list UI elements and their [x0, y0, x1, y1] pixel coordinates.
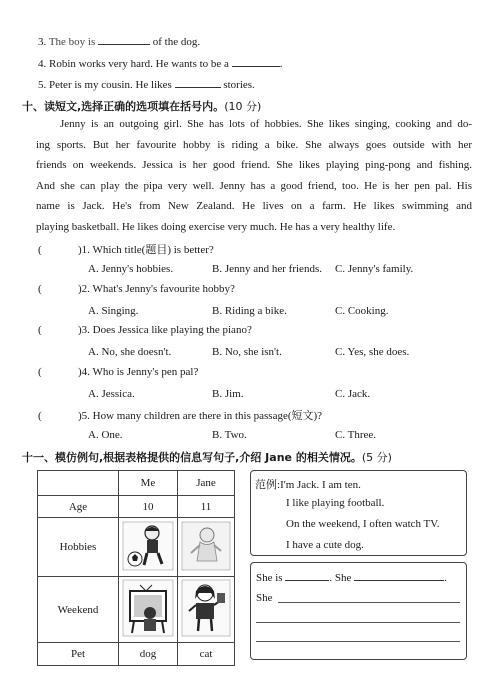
option-b[interactable]: B. Jenny and her friends.	[212, 263, 322, 275]
passage-line: playing basketball. He likes doing exercise very much. He has a very healthy life.	[36, 220, 396, 233]
question-3	[38, 324, 252, 336]
info-table	[37, 470, 235, 666]
kid-watching-tv-picture	[122, 579, 174, 637]
option-c[interactable]: C. Cooking.	[335, 305, 389, 317]
sentence-text: of the dog.	[152, 36, 201, 48]
question-number: )1.	[78, 244, 90, 256]
cell-jane-pet: cat	[178, 643, 235, 666]
table-header-me: Me	[119, 471, 178, 496]
answer-prompt: She	[256, 592, 273, 604]
option-b[interactable]: B. No, she isn't.	[212, 346, 282, 358]
question-2	[38, 283, 235, 295]
cell-me-pet: dog	[119, 643, 178, 666]
answer-blank[interactable]	[285, 570, 329, 581]
example-sentence: I'm Jack. I am ten.	[280, 479, 361, 491]
answer-parenthesis[interactable]: (	[38, 324, 42, 336]
question-text: How many children are there in this passage(短文)?	[92, 410, 323, 422]
row-label-pet: Pet	[38, 643, 119, 666]
question-text: Does Jessica like playing the piano?	[92, 324, 252, 336]
sentence-number: 4.	[38, 58, 47, 70]
passage-line: ing sports. But her favourite hobby is riding a bike. She always goes outside with her	[36, 138, 472, 151]
question-1	[38, 241, 214, 257]
row-label-age: Age	[38, 496, 119, 518]
answer-line-1	[256, 570, 447, 584]
example-line-4: I have a cute dog.	[286, 539, 364, 551]
question-text: What's Jenny's favourite hobby?	[92, 283, 235, 295]
section-points: (5 分)	[361, 451, 392, 464]
answer-parenthesis[interactable]: (	[38, 410, 42, 422]
option-c[interactable]: C. Yes, she does.	[335, 346, 410, 358]
question-number: )4.	[78, 366, 90, 378]
example-label: 范例:	[255, 479, 281, 491]
girl-hobby-picture	[181, 521, 231, 571]
cell-me-age: 10	[119, 496, 178, 518]
table-header-jane: Jane	[178, 471, 235, 496]
option-c[interactable]: C. Three.	[335, 429, 377, 441]
section-title: 十一、模仿例句,根据表格提供的信息写句子,介绍 Jane 的相关情况。	[22, 451, 362, 464]
cell-jane-weekend	[178, 577, 235, 643]
passage-line: And she can play the pipa very well. Jenny has a good friend, too. He is her pen pal. His	[36, 179, 472, 192]
sentence-5	[38, 77, 255, 92]
option-c[interactable]: C. Jack.	[335, 388, 371, 400]
option-a[interactable]: A. Singing.	[88, 305, 139, 317]
question-number: )5.	[78, 410, 90, 422]
answer-blank[interactable]	[98, 34, 150, 45]
cell-jane-hobbies	[178, 518, 235, 577]
option-b[interactable]: B. Two.	[212, 429, 247, 441]
passage-line: Jenny is an outgoing girl. She has lots of hobbies. She likes singing, cooking and do-	[60, 118, 472, 130]
question-number: )3.	[78, 324, 90, 336]
table-header-blank	[38, 471, 119, 496]
option-b[interactable]: B. Riding a bike.	[212, 305, 287, 317]
row-label-hobbies: Hobbies	[38, 518, 119, 577]
question-text: Who is Jenny's pen pal?	[92, 366, 199, 378]
cell-jane-age: 11	[178, 496, 235, 518]
sentence-3	[38, 34, 200, 49]
passage-line: name is Jack. He's from New Zealand. He lives on a farm. He likes swimming and	[36, 200, 472, 213]
sentence-text: stories.	[223, 79, 255, 91]
question-text: Which title(题目) is better?	[92, 244, 214, 256]
sentence-text: Robin works very hard. He wants to be a	[49, 58, 229, 70]
sentence-number: 3.	[38, 36, 47, 48]
answer-blank[interactable]	[354, 570, 444, 581]
option-c[interactable]: C. Jenny's family.	[335, 263, 414, 275]
sentence-4	[38, 56, 282, 71]
section-10-heading	[22, 98, 261, 114]
sentence-number: 5.	[38, 79, 47, 91]
option-a[interactable]: A. Jenny's hobbies.	[88, 263, 174, 275]
answer-prompt: . She	[329, 572, 352, 584]
answer-rule-3[interactable]	[256, 641, 460, 642]
option-a[interactable]: A. Jessica.	[88, 388, 135, 400]
section-points: (10 分)	[224, 100, 262, 113]
question-5	[38, 407, 322, 423]
row-label-weekend: Weekend	[38, 577, 119, 643]
answer-parenthesis[interactable]: (	[38, 283, 42, 295]
sentence-text: Peter is my cousin. He likes	[49, 79, 172, 91]
sentence-text: .	[279, 58, 283, 70]
question-4	[38, 366, 198, 378]
sentence-text: The boy is	[48, 36, 96, 48]
question-number: )2.	[78, 283, 90, 295]
section-11-heading	[22, 449, 392, 465]
answer-line-2	[256, 592, 273, 604]
cell-me-weekend	[119, 577, 178, 643]
girl-weekend-picture	[181, 579, 231, 637]
answer-blank[interactable]	[175, 77, 221, 88]
answer-parenthesis[interactable]: (	[38, 244, 42, 256]
kid-playing-football-picture	[122, 521, 174, 571]
cell-me-hobbies	[119, 518, 178, 577]
answer-blank[interactable]	[232, 56, 280, 67]
option-a[interactable]: A. No, she doesn't.	[88, 346, 172, 358]
reading-passage	[36, 114, 472, 238]
example-line-2: I like playing football.	[286, 497, 385, 509]
example-line-3: On the weekend, I often watch TV.	[286, 518, 440, 530]
option-b[interactable]: B. Jim.	[212, 388, 244, 400]
example-line-1	[255, 476, 361, 492]
passage-line: friends on weekends. Jessica is her good friend. She likes playing ping-pong and fishing.	[36, 159, 472, 172]
option-a[interactable]: A. One.	[88, 429, 123, 441]
answer-parenthesis[interactable]: (	[38, 366, 42, 378]
answer-prompt: She is	[256, 572, 283, 584]
answer-rule-2[interactable]	[256, 622, 460, 623]
answer-prompt: .	[444, 572, 447, 584]
section-title: 十、读短文,选择正确的选项填在括号内。	[22, 100, 225, 113]
answer-rule-1[interactable]	[278, 602, 460, 603]
